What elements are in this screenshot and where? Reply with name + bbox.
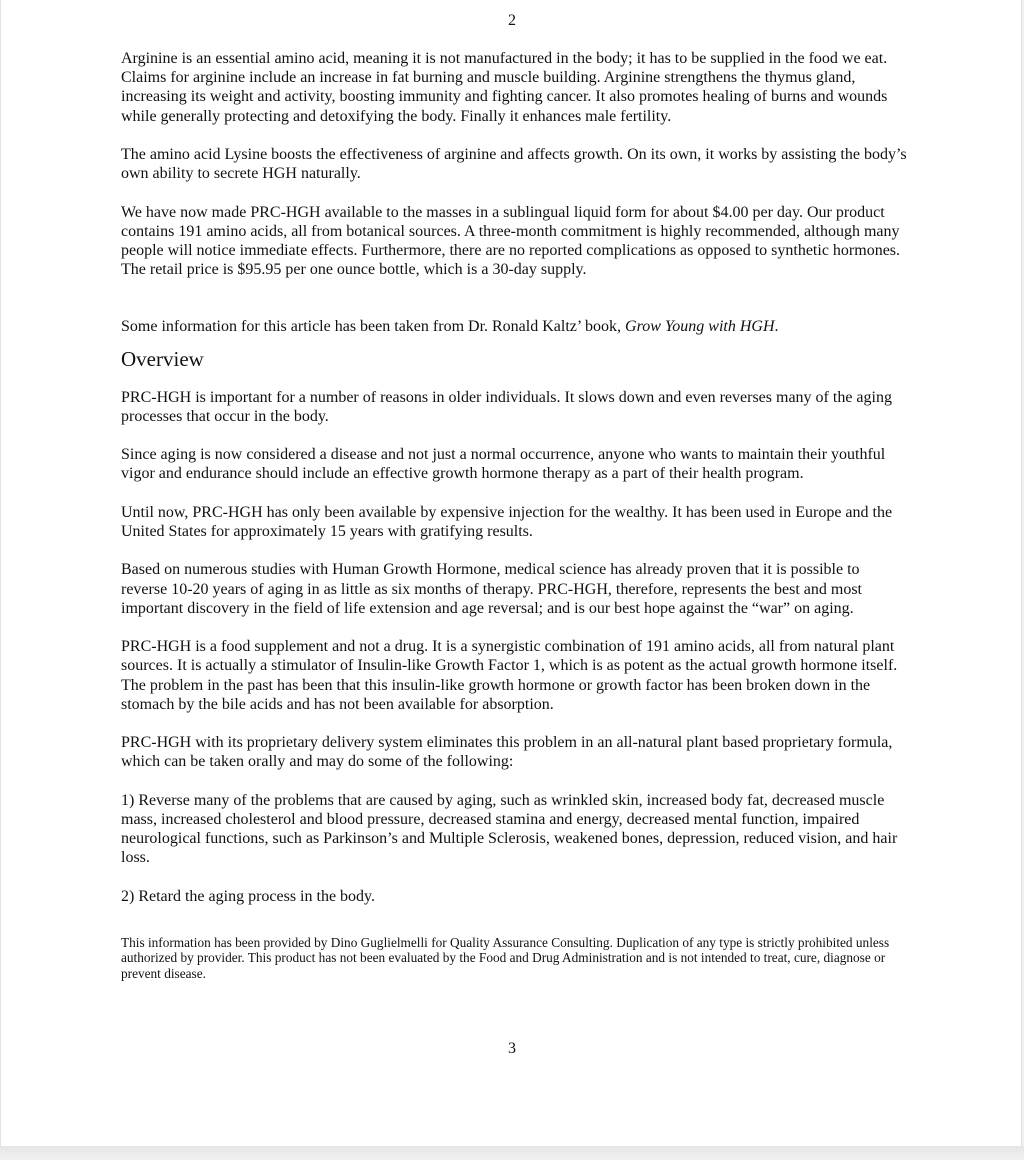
page-edge-shadow [0, 1146, 1024, 1160]
source-end-text: . [774, 318, 779, 336]
overview-paragraph-4: Based on numerous studies with Human Growth Hormone, medical science has already proven that it is possible to reverse 10-20 years of aging in as little as six months of therapy. PRC-HGH, therefore, represents the best and most important discovery in the field of life extension and age reversal; and is our best hope against the “war” on aging. [121, 561, 862, 617]
overview-paragraph-2: Since aging is now considered a disease and not just a normal occurrence, anyone who wants to maintain their youthful vigor and endurance should include an effective growth hormone therapy as a part of their health program. [121, 446, 886, 483]
paragraph-source [121, 317, 907, 336]
overview-paragraph-3: Until now, PRC-HGH has only been available by expensive injection for the wealthy. It has been used in Europe and the United States for approximately 15 years with gratifying results. [121, 503, 893, 540]
source-intro-text: Some information for this article has been taken from Dr. Ronald Kaltz’ book, [121, 318, 626, 336]
overview-heading: Overview [121, 346, 204, 371]
page-number-bottom: 3 [508, 1040, 516, 1057]
list-item-2: 2) Retard the aging process in the body. [121, 887, 376, 905]
page-number-top: 2 [508, 12, 516, 29]
overview-paragraph-5: PRC-HGH is a food supplement and not a drug. It is a synergistic combination of 191 amino acids, all from natural plant sources. It is actually a stimulator of Insulin-like Growth Factor 1, which is as potent as the actual growth hormone itself. The problem in the past has been that this insulin-like growth hormone or growth factor has been broken down in the stomach by the bile acids and has not been available for absorption. [121, 638, 898, 713]
overview-paragraph-6: PRC-HGH with its proprietary delivery system eliminates this problem in an all-natural plant based proprietary formula, which can be taken orally and may do some of the following: [121, 734, 893, 771]
disclaimer-text: This information has been provided by Dino Guglielmelli for Quality Assurance Consulting. Duplication of any type is strictly prohibited unless authorized by provider. This product has not been evaluated by the Food and Drug Administration and is not intended to treat, cure, diagnose or prevent disease. [121, 934, 890, 981]
overview-paragraph-1: PRC-HGH is important for a number of reasons in older individuals. It slows down and even reverses many of the aging processes that occur in the body. [121, 388, 892, 425]
paragraph-arginine: Arginine is an essential amino acid, meaning it is not manufactured in the body; it has to be supplied in the food we eat. Claims for arginine include an increase in fat burning and muscle building. Arginine strengthens the thymus gland, increasing its weight and activity, boosting immunity and fighting cancer. It also promotes healing of burns and wounds while generally protecting and detoxifying the body. Finally it enhances male fertility. [121, 50, 888, 125]
paragraph-availability: We have now made PRC-HGH available to the masses in a sublingual liquid form for about $4.00 per day. Our product contains 191 amino acids, all from botanical sources. A three-month commitment is highly recommended, although many people will notice immediate effects. Furthermore, there are no reported complications as opposed to synthetic hormones. The retail price is $95.95 per one ounce bottle, which is a 30-day supply. [121, 203, 901, 279]
paragraph-lysine: The amino acid Lysine boosts the effectiveness of arginine and affects growth. On its own, it works by assisting the body’s own ability to secrete HGH naturally. [121, 146, 907, 183]
list-item-1: 1) Reverse many of the problems that are caused by aging, such as wrinkled skin, increased body fat, decreased muscle mass, increased cholesterol and blood pressure, decreased stamina and energy, decreased mental function, impaired neurological functions, such as Parkinson’s and Multiple Sclerosis, weakened bones, depression, reduced vision, and hair loss. [121, 791, 898, 867]
page-content [121, 49, 907, 981]
source-book-title: Grow Young with HGH [625, 318, 775, 336]
